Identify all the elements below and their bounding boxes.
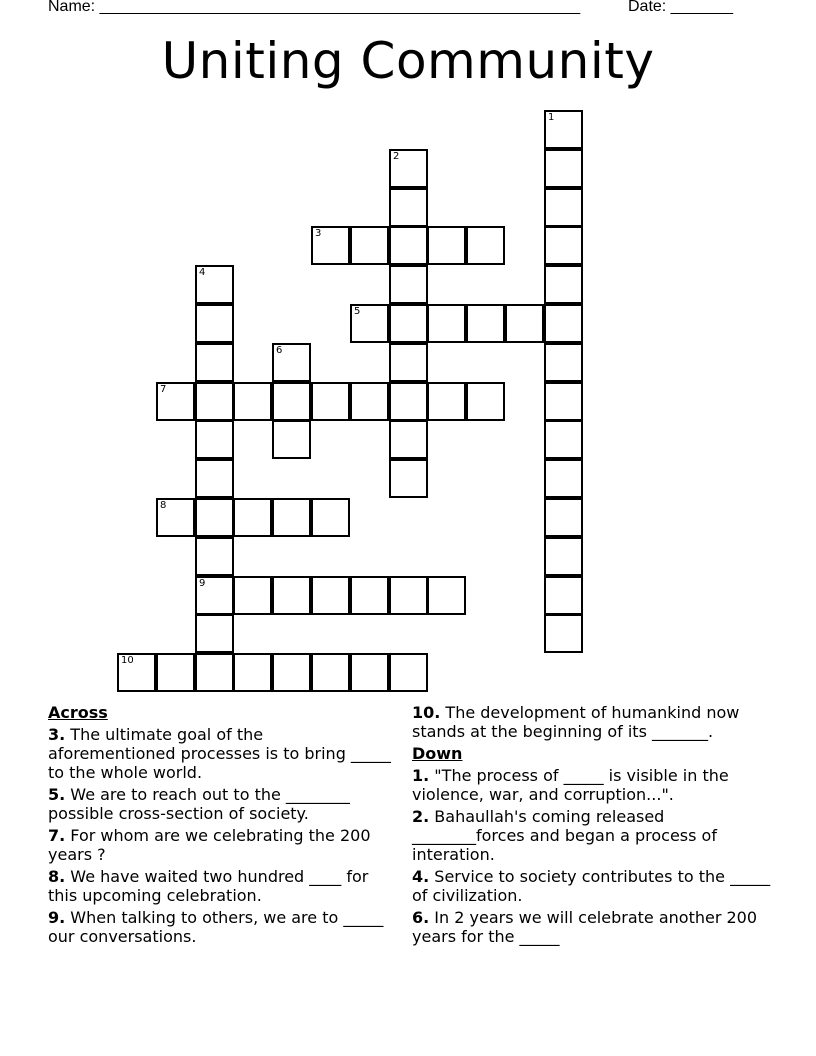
grid-cell [389, 265, 428, 304]
grid-cell [311, 226, 350, 265]
grid-cell [544, 304, 583, 343]
clues-column-left [48, 703, 393, 949]
grid-cell [544, 537, 583, 576]
across-clue-7: 7. For whom are we celebrating the 200 years ? [48, 826, 371, 864]
grid-cell [233, 576, 272, 615]
grid-cell [389, 382, 428, 421]
grid-cell [427, 576, 466, 615]
grid-cell [466, 382, 505, 421]
grid-cell [350, 653, 389, 692]
grid-cell [272, 498, 311, 537]
name-field-label: Name: ______________________________________________________ [48, 0, 581, 15]
grid-cell [389, 459, 428, 498]
grid-cell [544, 265, 583, 304]
clue-number: 6 [276, 345, 283, 356]
grid-cell [195, 459, 234, 498]
grid-cell [389, 304, 428, 343]
across-clue-10: 10. The development of humankind now stands at the beginning of its _______. [412, 703, 740, 741]
clues-column-right [412, 703, 772, 949]
across-clue-3: 3. The ultimate goal of the aforementioned processes is to bring _____ to the whole world. [48, 725, 391, 782]
across-clue-9: 9. When talking to others, we are to _____ our conversations. [48, 908, 384, 946]
grid-cell [389, 576, 428, 615]
grid-cell [350, 304, 389, 343]
grid-cell [350, 576, 389, 615]
grid-cell [427, 382, 466, 421]
clue-number: 1 [548, 112, 555, 123]
grid-cell [544, 614, 583, 653]
grid-cell [350, 226, 389, 265]
grid-cell [505, 304, 544, 343]
grid-cell [544, 420, 583, 459]
grid-cell [195, 498, 234, 537]
grid-cell [427, 304, 466, 343]
clue-number: 7 [160, 384, 167, 395]
grid-cell [272, 382, 311, 421]
clue-number: 8 [160, 500, 167, 511]
grid-cell [272, 653, 311, 692]
grid-cell [466, 304, 505, 343]
grid-cell [156, 382, 195, 421]
clue-number: 4 [199, 267, 206, 278]
grid-cell [427, 226, 466, 265]
grid-cell [389, 420, 428, 459]
grid-cell [544, 226, 583, 265]
grid-cell [544, 188, 583, 227]
grid-cell [272, 420, 311, 459]
page-title: Uniting Community [161, 32, 655, 90]
grid-cell [233, 498, 272, 537]
grid-cell [544, 110, 583, 149]
grid-cell [389, 653, 428, 692]
grid-cell [156, 498, 195, 537]
grid-cell [466, 226, 505, 265]
grid-cell [195, 537, 234, 576]
grid-cell [311, 576, 350, 615]
down-clue-6: 6. In 2 years we will celebrate another 200 years for the _____ [412, 908, 758, 946]
grid-cell [195, 304, 234, 343]
date-field-label: Date: _______ [628, 0, 733, 15]
across-heading: Across [48, 703, 108, 722]
clue-number: 10 [121, 655, 134, 666]
grid-cell [389, 343, 428, 382]
grid-cell [311, 653, 350, 692]
grid-cell [311, 498, 350, 537]
grid-cell [389, 226, 428, 265]
grid-cell [272, 576, 311, 615]
grid-cell [195, 420, 234, 459]
grid-cell [389, 149, 428, 188]
grid-cell [233, 382, 272, 421]
grid-cell [233, 653, 272, 692]
grid-cell [389, 188, 428, 227]
down-clue-2: 2. Bahaullah's coming released ________forces and began a process of interation. [412, 807, 717, 864]
down-heading: Down [412, 744, 463, 763]
across-clue-5: 5. We are to reach out to the ________ possible cross-section of society. [48, 785, 350, 823]
grid-cell [156, 653, 195, 692]
across-clue-8: 8. We have waited two hundred ____ for this upcoming celebration. [48, 867, 369, 905]
grid-cell [117, 653, 156, 692]
clue-number: 9 [199, 578, 206, 589]
grid-cell [544, 459, 583, 498]
grid-cell [195, 653, 234, 692]
grid-cell [350, 382, 389, 421]
grid-cell [544, 343, 583, 382]
down-clue-4: 4. Service to society contributes to the _____ of civilization. [412, 867, 771, 905]
clue-number: 5 [354, 306, 361, 317]
grid-cell [195, 614, 234, 653]
grid-cell [195, 576, 234, 615]
grid-cell [195, 382, 234, 421]
clue-number: 3 [315, 228, 322, 239]
grid-cell [544, 576, 583, 615]
grid-cell [544, 149, 583, 188]
grid-cell [272, 343, 311, 382]
grid-cell [195, 343, 234, 382]
grid-cell [544, 382, 583, 421]
clue-number: 2 [393, 151, 400, 162]
down-clue-1: 1. "The process of _____ is visible in the violence, war, and corruption...". [412, 766, 729, 804]
grid-cell [195, 265, 234, 304]
grid-cell [544, 498, 583, 537]
grid-cell [311, 382, 350, 421]
